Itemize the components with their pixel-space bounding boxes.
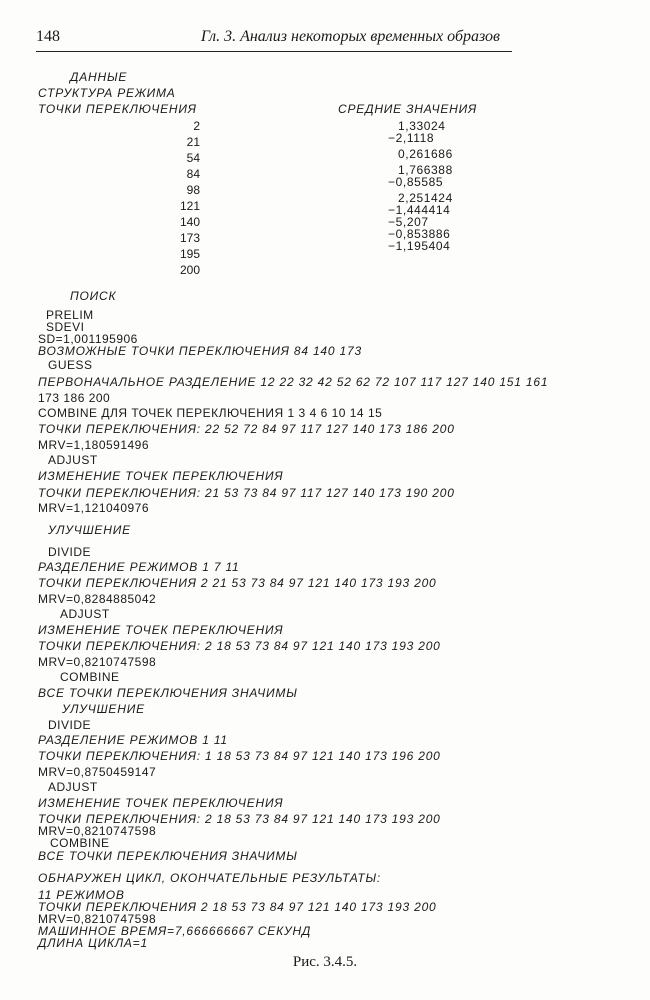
log-line: MRV=0,8210747598 [38, 912, 157, 926]
log-line: ТОЧКИ ПЕРЕКЛЮЧЕНИЯ: 2 18 53 73 84 97 121 140 173 193 200 [38, 812, 441, 826]
mean-value: −5,207 [388, 215, 429, 229]
mean-value: 1,33024 [398, 119, 446, 133]
switch-point-value: 121 [179, 199, 200, 213]
log-line: ИЗМЕНЕНИЕ ТОЧЕК ПЕРЕКЛЮЧЕНИЯ [38, 623, 284, 637]
log-line: ТОЧКИ ПЕРЕКЛЮЧЕНИЯ: 1 18 53 73 84 97 121 140 173 196 200 [38, 749, 441, 763]
log-line: DIVIDE [48, 545, 92, 559]
log-line: MRV=0,8750459147 [38, 765, 157, 779]
switch-point-value: 2 [193, 119, 200, 133]
structure-label: СТРУКТУРА РЕЖИМА [38, 86, 176, 100]
mean-value: −0,853886 [388, 227, 451, 241]
log-line: SD=1,001195906 [38, 332, 138, 346]
log-line: ИЗМЕНЕНИЕ ТОЧЕК ПЕРЕКЛЮЧЕНИЯ [38, 469, 284, 483]
switch-point-value: 140 [179, 215, 200, 229]
log-line: COMBINE [50, 836, 110, 850]
switch-point-value: 173 [179, 231, 200, 245]
log-line: ТОЧКИ ПЕРЕКЛЮЧЕНИЯ 2 18 53 73 84 97 121 140 173 193 200 [38, 900, 437, 914]
mean-value: −0,85585 [388, 175, 444, 189]
log-line: 11 РЕЖИМОВ [38, 888, 125, 902]
log-line: ВОЗМОЖНЫЕ ТОЧКИ ПЕРЕКЛЮЧЕНИЯ 84 140 173 [38, 344, 362, 358]
log-line: МАШИННОЕ ВРЕМЯ=7,666666667 СЕКУНД [38, 924, 312, 938]
page-header [36, 28, 500, 52]
log-line: РАЗДЕЛЕНИЕ РЕЖИМОВ 1 7 11 [38, 560, 240, 574]
log-line: ТОЧКИ ПЕРЕКЛЮЧЕНИЯ 2 21 53 73 84 97 121 140 173 193 200 [38, 576, 437, 590]
mean-value: 1,766388 [398, 163, 453, 177]
running-title: Гл. 3. Анализ некоторых временных образов [200, 28, 500, 45]
log-line: GUESS [48, 358, 93, 372]
log-line: УЛУЧШЕНИЕ [48, 523, 131, 537]
figure-caption: Рис. 3.4.5. [292, 954, 358, 970]
log-line: УЛУЧШЕНИЕ [62, 702, 145, 716]
switch-point-value: 98 [186, 183, 200, 197]
log-line: DIVIDE [48, 718, 92, 732]
mean-value: 2,251424 [398, 191, 453, 205]
data-heading: ДАННЫЕ [70, 70, 128, 84]
mean-value: −1,195404 [388, 239, 451, 253]
log-line: MRV=1,180591496 [38, 438, 150, 452]
switch-points-label: ТОЧКИ ПЕРЕКЛЮЧЕНИЯ [38, 102, 197, 116]
log-line: ADJUST [48, 780, 98, 794]
switch-point-value: 84 [186, 167, 200, 181]
log-line: PRELIM [46, 308, 94, 322]
log-line: MRV=0,8210747598 [38, 655, 157, 669]
log-line: ADJUST [60, 607, 110, 621]
log-line: ВСЕ ТОЧКИ ПЕРЕКЛЮЧЕНИЯ ЗНАЧИМЫ [38, 686, 298, 700]
log-line: MRV=1,121040976 [38, 501, 150, 515]
switch-point-value: 200 [179, 263, 200, 277]
log-line: ТОЧКИ ПЕРЕКЛЮЧЕНИЯ: 21 53 73 84 97 117 127 140 173 190 200 [38, 486, 455, 500]
mean-value: −2,1118 [388, 131, 435, 145]
log-line: MRV=0,8210747598 [38, 824, 157, 838]
log-line: ADJUST [48, 453, 98, 467]
means-label: СРЕДНИЕ ЗНАЧЕНИЯ [338, 102, 477, 116]
log-line: ТОЧКИ ПЕРЕКЛЮЧЕНИЯ: 2 18 53 73 84 97 121 140 173 193 200 [38, 639, 441, 653]
log-line: ОБНАРУЖЕН ЦИКЛ, ОКОНЧАТЕЛЬНЫЕ РЕЗУЛЬТАТЫ: [38, 871, 382, 885]
log-line: COMBINE [60, 670, 120, 684]
switch-point-value: 21 [186, 135, 200, 149]
log-line: 173 186 200 [38, 391, 111, 405]
log-line: ПЕРВОНАЧАЛЬНОЕ РАЗДЕЛЕНИЕ 12 22 32 42 52 62 72 107 117 127 140 151 161 [38, 375, 549, 389]
log-line: MRV=0,8284885042 [38, 592, 157, 606]
log-line: РАЗДЕЛЕНИЕ РЕЖИМОВ 1 11 [38, 733, 228, 747]
header-rule [36, 51, 512, 52]
log-line: ИЗМЕНЕНИЕ ТОЧЕК ПЕРЕКЛЮЧЕНИЯ [38, 796, 284, 810]
log-line: ДЛИНА ЦИКЛА=1 [38, 936, 148, 950]
log-line: ТОЧКИ ПЕРЕКЛЮЧЕНИЯ: 22 52 72 84 97 117 127 140 173 186 200 [38, 422, 455, 436]
switch-point-value: 195 [179, 247, 200, 261]
log-line: ВСЕ ТОЧКИ ПЕРЕКЛЮЧЕНИЯ ЗНАЧИМЫ [38, 849, 298, 863]
page-number: 148 [36, 28, 60, 45]
log-line: COMBINE ДЛЯ ТОЧЕК ПЕРЕКЛЮЧЕНИЯ 1 3 4 6 10 14 15 [38, 406, 383, 420]
log-line: SDEVI [46, 320, 85, 334]
log-line: ПОИСК [70, 289, 117, 303]
mean-value: 0,261686 [398, 147, 453, 161]
switch-point-value: 54 [186, 151, 200, 165]
mean-value: −1,444414 [388, 203, 451, 217]
